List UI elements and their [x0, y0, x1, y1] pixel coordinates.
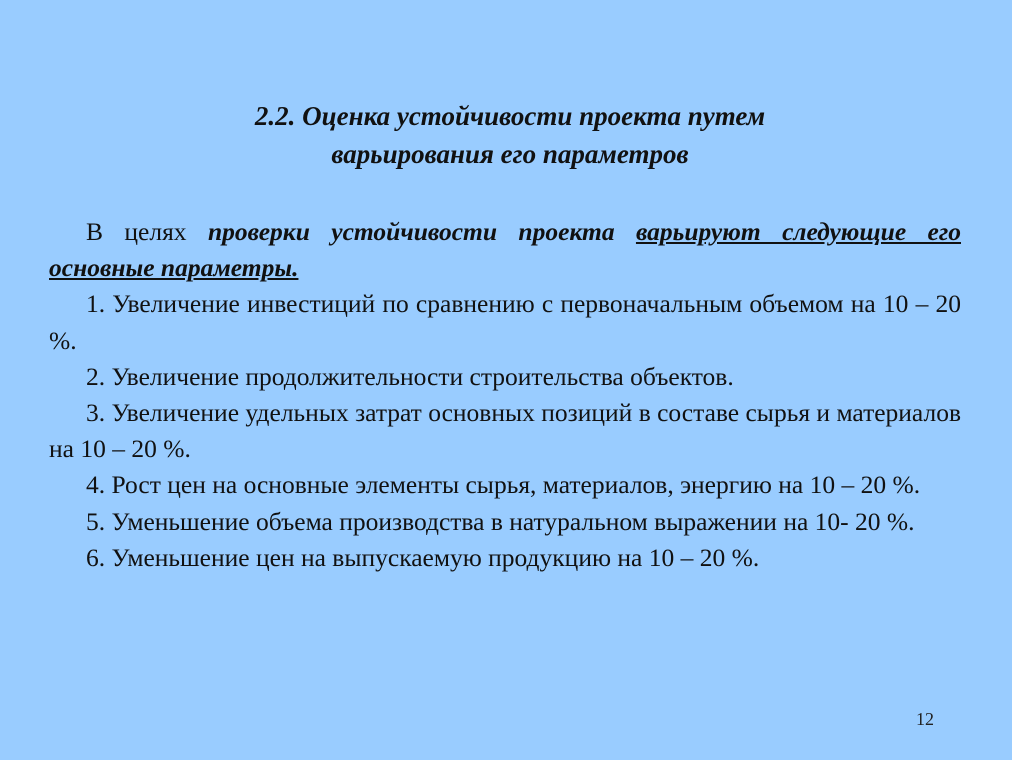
list-item-4: 4. Рост цен на основные элементы сырья, материалов, энергию на 10 – 20 %.	[86, 470, 921, 500]
intro-emphasis: проверки устойчивости проекта	[207, 217, 615, 246]
list-item-1: 1. Увеличение инвестиций по сравнению с первоначальным объемом на 10 – 20 %.	[49, 289, 961, 355]
slide-title	[140, 97, 880, 173]
list-item-2: 2. Увеличение продолжительности строительства объектов.	[86, 361, 734, 391]
slide-body	[49, 214, 961, 576]
slide-title-line-2: варьирования его параметров	[331, 139, 689, 169]
slide-edge-right	[1012, 0, 1024, 767]
page-number: 12	[916, 709, 934, 729]
slide-title-line-1: 2.2. Оценка устойчивости проекта путем	[254, 101, 766, 131]
intro-prefix: В целях	[86, 217, 208, 246]
list-item-5: 5. Уменьшение объема производства в натуральном выражении на 10- 20 %.	[86, 506, 915, 536]
list-item-6: 6. Уменьшение цен на выпускаемую продукцию на 10 – 20 %.	[86, 542, 760, 572]
intro-space	[615, 217, 636, 246]
intro-emphasis-underlined: варьируют следующие его основные параметры.	[49, 217, 961, 283]
list-item-3: 3. Увеличение удельных затрат основных позиций в составе сырья и материалов на 10 – 20 %.	[49, 398, 961, 464]
intro-paragraph	[49, 214, 961, 286]
slide-edge-bottom	[0, 760, 1024, 767]
